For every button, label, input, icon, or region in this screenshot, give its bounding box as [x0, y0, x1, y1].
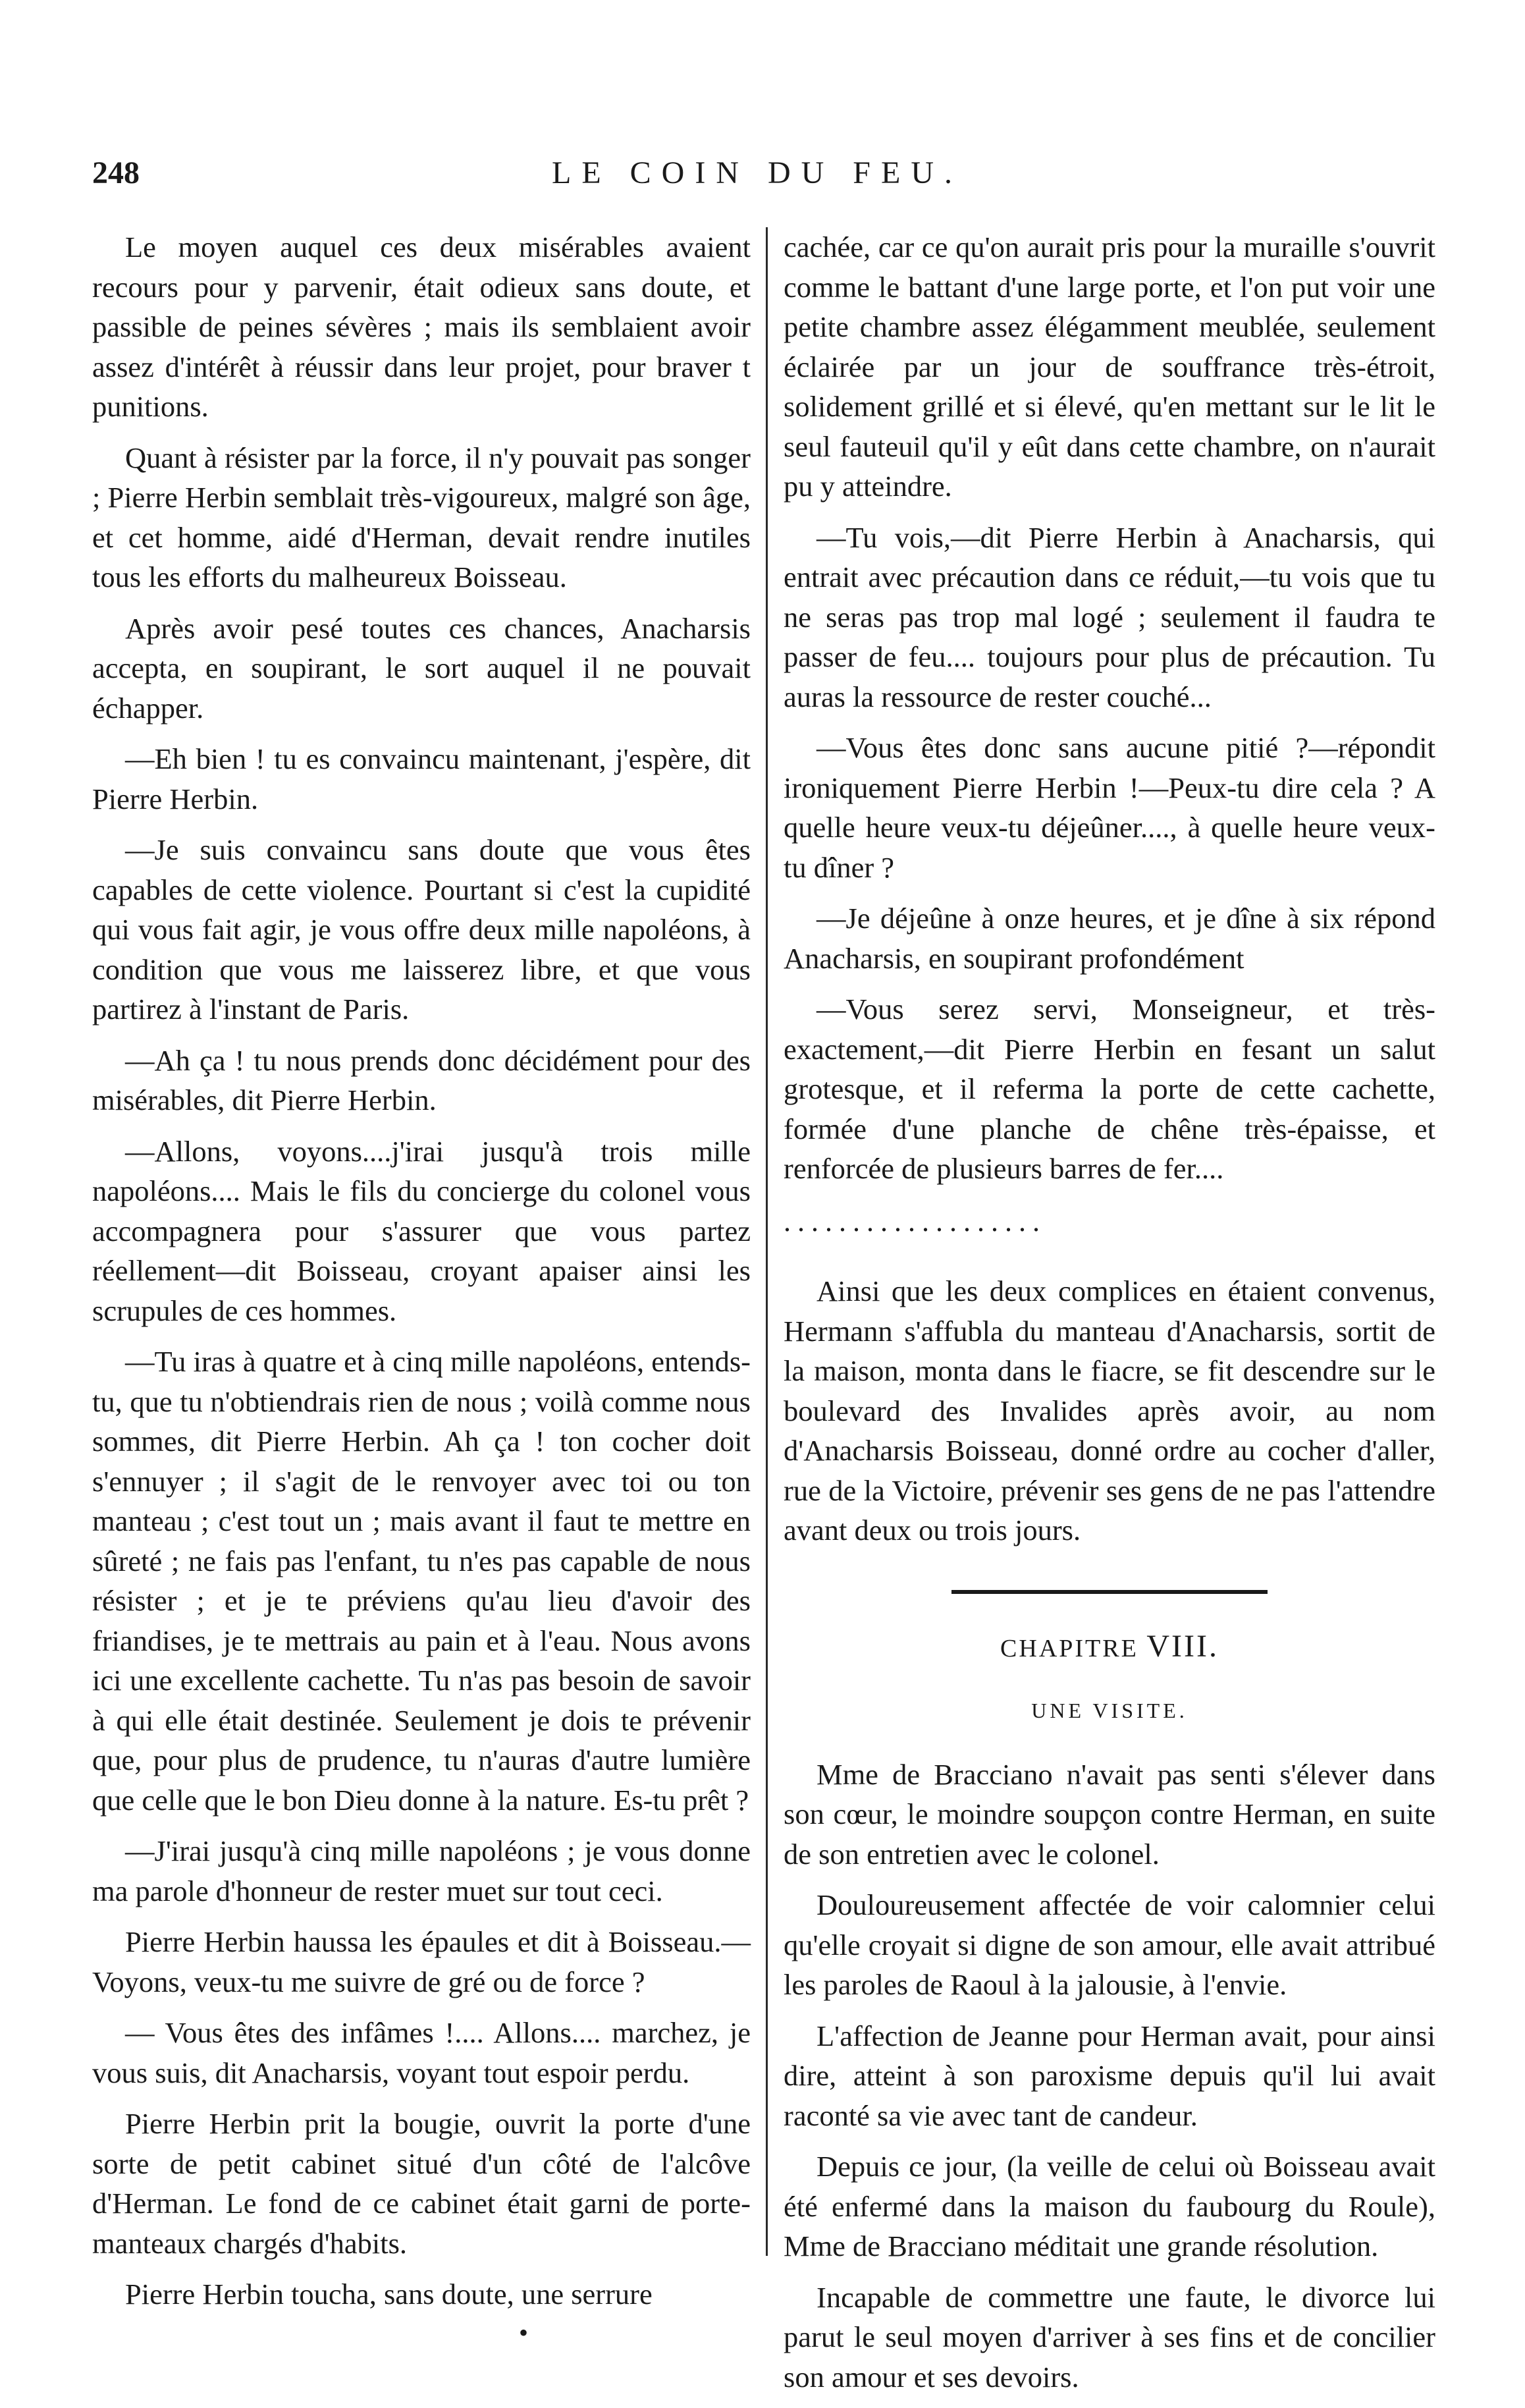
paragraph: —Ah ça ! tu nous prends donc décidément pour des misérables, dit Pierre Herbin. — [92, 1043, 751, 1116]
right-column — [784, 227, 1435, 2408]
section-break-dots: ................... — [784, 1205, 1046, 1238]
paragraph: —Vous serez servi, Monseigneur, et très-exactement,—dit Pierre Herbin en fesant un salut grotesque, et il referma la porte de cette cachette, formée d'une planche de chêne très-épaisse, et renforcée de plusieurs barres de fer.... — [784, 993, 1435, 1185]
paragraph: —Tu iras à quatre et à cinq mille napoléons, entends-tu, que tu n'obtiendrais rien de nous ; voilà comme nous sommes, dit Pierre Herbin. Ah ça ! ton cocher doit s'ennuyer ; il s'agit de le renvoyer avec toi ou ton manteau ; c'est tout un ; mais avant il faut te mettre en sûreté ; ne fais pas l'enfant, tu n'es pas capable de nous résister ; et je te préviens qu'au lieu d'avoir des friandises, je te mettrais au pain et à l'eau. Nous avons ici une excellente cachette. Tu n'as pas besoin de savoir à qui elle était destinée. Seulement je dois te prévenir que, pour plus de prudence, tu n'auras d'autre lumière que celle que le bon Dieu donne à la nature. Es-tu prêt ? — [92, 1345, 751, 1817]
chapter-title — [784, 1627, 1435, 1669]
page-header — [92, 155, 1422, 201]
signature-mark: • — [519, 2318, 529, 2347]
paragraph: Incapable de commettre une faute, le divorce lui parut le seul moyen d'arriver à ses fins et de concilier son amour et ses devoirs. — [784, 2280, 1435, 2394]
paragraph: L'affection de Jeanne pour Herman avait, pour ainsi dire, atteint à son paroxisme depuis qu'il lui avait raconté sa vie avec tant de candeur. — [784, 2019, 1435, 2132]
paragraph: cachée, car ce qu'on aurait pris pour la muraille s'ouvrit comme le battant d'une large porte, et l'on put voir une petite chambre assez élégamment meublée, seulement éclairée par un jour de souffrance très-étroit, solidement grillé et si élevé, qu'en mettant sur le lit le seul fauteuil qu'il y eût dans cette chambre, on n'aurait pu y atteindre. — [784, 231, 1435, 503]
paragraph: Quant à résister par la force, il n'y pouvait pas songer ; Pierre Herbin semblait très-vigoureux, malgré son âge, et cet homme, aidé d'Herman, devait rendre inutiles tous les efforts du malheureux Boisseau. — [92, 441, 751, 593]
paragraph: Le moyen auquel ces deux misérables avaient recours pour y parvenir, était odieux sans doute, et passible de peines sévères ; mais ils semblaient avoir assez d'intérêt à réussir dans leur projet, pour braver t punitions. — [92, 231, 751, 423]
paragraph: —Eh bien ! tu es convaincu maintenant, j'espère, dit Pierre Herbin. — [92, 742, 751, 815]
paragraph: Pierre Herbin prit la bougie, ouvrit la porte d'une sorte de petit cabinet situé d'un côté de l'alcôve d'Herman. Le fond de ce cabinet était garni de porte-manteaux chargés d'habits. — [92, 2107, 751, 2260]
paragraph: — Vous êtes des infâmes !.... Allons.... marchez, je vous suis, dit Anacharsis, voyant tout espoir perdu. — [92, 2016, 751, 2089]
paragraph: —J'irai jusqu'à cinq mille napoléons ; je vous donne ma parole d'honneur de rester muet sur tout ceci. — [92, 1834, 751, 1907]
left-column — [92, 227, 751, 2326]
paragraph: Ainsi que les deux complices en étaient convenus, Hermann s'affubla du manteau d'Anacharsis, sortit de la maison, monta dans le fiacre, se fit descendre sur le boulevard des Invalides après avoir, au nom d'Anacharsis Boisseau, donné ordre au cocher d'aller, rue de la Victoire, prévenir ses gens de ne pas l'attendre avant deux ou trois jours. — [784, 1274, 1435, 1546]
chapter-label: CHAPITRE — [1000, 1634, 1138, 1662]
paragraph: —Allons, voyons....j'irai jusqu'à trois mille napoléons.... Mais le fils du concierge du colonel vous accompagnera pour s'assurer que vous partez réellement—dit Boisseau, croyant apaiser ainsi les scrupules de ces hommes. — [92, 1134, 751, 1327]
column-divider — [766, 227, 768, 2256]
chapter-subtitle: UNE VISITE. — [1031, 1699, 1188, 1722]
paragraph: Mme de Bracciano n'avait pas senti s'élever dans son cœur, le moindre soupçon contre Herman, en suite de son entretien avec le colonel. — [784, 1757, 1435, 1871]
paragraph: —Je suis convaincu sans doute que vous êtes capables de cette violence. Pourtant si c'est la cupidité qui vous fait agir, je vous offre deux mille napoléons, à condition que vous me laisserez libre, et que vous partirez à l'instant de Paris. — [92, 833, 751, 1026]
paragraph: Depuis ce jour, (la veille de celui où Boisseau avait été enfermé dans la maison du faubourg du Roule), Mme de Bracciano méditait une grande résolution. — [784, 2150, 1435, 2262]
paragraph: Pierre Herbin haussa les épaules et dit à Boisseau.—Voyons, veux-tu me suivre de gré ou de force ? — [92, 1925, 751, 1998]
page-number: 248 — [92, 155, 140, 190]
chapter-rule — [951, 1590, 1268, 1594]
paragraph: Après avoir pesé toutes ces chances, Anacharsis accepta, en soupirant, le sort auquel il ne pouvait échapper. — [92, 611, 751, 725]
paragraph: —Je déjeûne à onze heures, et je dîne à six répond Anacharsis, en soupirant profondément — [784, 902, 1435, 975]
paragraph: Pierre Herbin toucha, sans doute, une serrure — [125, 2278, 653, 2311]
chapter-number: VIII. — [1146, 1628, 1219, 1664]
paragraph: —Tu vois,—dit Pierre Herbin à Anacharsis, qui entrait avec précaution dans ce réduit,—tu vois que tu ne seras pas trop mal logé ; seulement il faudra te passer de feu.... toujours pour plus de précaution. Tu auras la ressource de rester couché... — [784, 520, 1435, 713]
paragraph: —Vous êtes donc sans aucune pitié ?—répondit ironiquement Pierre Herbin !—Peux-tu dire cela ? A quelle heure veux-tu déjeûner...., à quelle heure veux-tu dîner ? — [784, 731, 1435, 884]
running-title: LE COIN DU FEU. — [552, 155, 963, 190]
paragraph: Douloureusement affectée de voir calomnier celui qu'elle croyait si digne de son amour, elle avait attribué les paroles de Raoul à la jalousie, à l'envie. — [784, 1888, 1435, 2001]
